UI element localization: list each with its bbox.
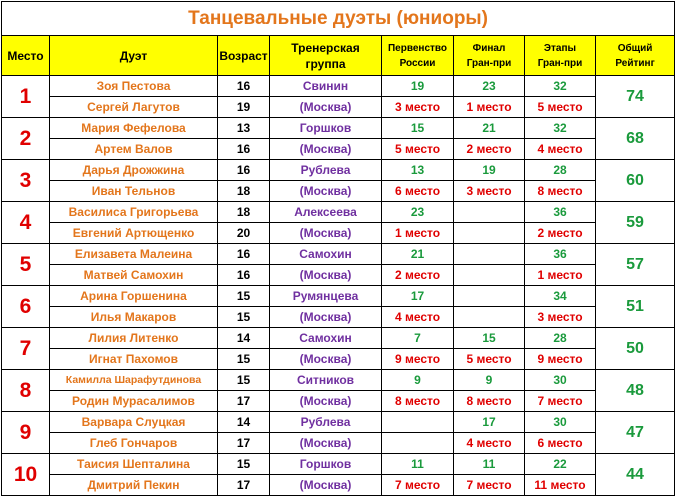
- table-row: [2, 118, 675, 139]
- header-final-line1: Финал: [472, 42, 506, 54]
- championship-place: 1 место: [382, 223, 454, 244]
- partner2-age: 19: [218, 97, 270, 118]
- partner2-name: Дмитрий Пекин: [50, 475, 218, 496]
- championship-place: 8 место: [382, 391, 454, 412]
- header-championship-line2: России: [399, 57, 436, 69]
- partner2-age: 16: [218, 265, 270, 286]
- coach-city: (Москва): [270, 349, 382, 370]
- final-points: [454, 244, 525, 265]
- rating-cell: 57: [596, 244, 675, 286]
- partner2-name: Евгений Артющенко: [50, 223, 218, 244]
- championship-place: 5 место: [382, 139, 454, 160]
- place-cell: 1: [2, 76, 50, 118]
- coach-name: Самохин: [270, 244, 382, 265]
- table-row: [2, 370, 675, 391]
- place-cell: 2: [2, 118, 50, 160]
- coach-city: (Москва): [270, 433, 382, 454]
- partner2-name: Илья Макаров: [50, 307, 218, 328]
- final-points: 11: [454, 454, 525, 475]
- table-row: [2, 202, 675, 223]
- partner1-age: 16: [218, 76, 270, 97]
- partner1-name: Мария Фефелова: [50, 118, 218, 139]
- stages-points: 22: [525, 454, 596, 475]
- partner2-name: Родин Мурасалимов: [50, 391, 218, 412]
- coach-city: (Москва): [270, 391, 382, 412]
- partner1-age: 15: [218, 370, 270, 391]
- final-points: 19: [454, 160, 525, 181]
- final-place: 4 место: [454, 433, 525, 454]
- header-final: [454, 36, 525, 76]
- partner1-age: 15: [218, 286, 270, 307]
- rating-cell: 60: [596, 160, 675, 202]
- partner1-name: Арина Горшенина: [50, 286, 218, 307]
- partner2-age: 15: [218, 349, 270, 370]
- final-place: 3 место: [454, 181, 525, 202]
- rating-cell: 74: [596, 76, 675, 118]
- place-cell: 3: [2, 160, 50, 202]
- coach-city: (Москва): [270, 97, 382, 118]
- partner1-name: Варвара Слуцкая: [50, 412, 218, 433]
- ratings-table: [1, 1, 675, 496]
- table-row-second: [2, 307, 675, 328]
- partner1-name: Лилия Литенко: [50, 328, 218, 349]
- coach-name: Ситников: [270, 370, 382, 391]
- partner2-age: 17: [218, 433, 270, 454]
- championship-place: 3 место: [382, 97, 454, 118]
- header-place: Место: [2, 36, 50, 76]
- championship-place: 6 место: [382, 181, 454, 202]
- coach-name: Свинин: [270, 76, 382, 97]
- rating-cell: 44: [596, 454, 675, 496]
- partner1-name: Таисия Шепталина: [50, 454, 218, 475]
- rating-cell: 47: [596, 412, 675, 454]
- championship-points: 13: [382, 160, 454, 181]
- final-points: 9: [454, 370, 525, 391]
- final-place: [454, 307, 525, 328]
- header-row: [2, 36, 675, 76]
- stages-points: 36: [525, 202, 596, 223]
- place-cell: 8: [2, 370, 50, 412]
- partner1-age: 16: [218, 160, 270, 181]
- partner1-name: Дарья Дрожжина: [50, 160, 218, 181]
- stages-points: 28: [525, 160, 596, 181]
- stages-place: 5 место: [525, 97, 596, 118]
- championship-points: 23: [382, 202, 454, 223]
- stages-place: 4 место: [525, 139, 596, 160]
- final-points: 17: [454, 412, 525, 433]
- rating-cell: 68: [596, 118, 675, 160]
- table-row-second: [2, 223, 675, 244]
- partner2-name: Сергей Лагутов: [50, 97, 218, 118]
- partner1-age: 14: [218, 328, 270, 349]
- stages-place: 8 место: [525, 181, 596, 202]
- final-points: 23: [454, 76, 525, 97]
- coach-name: Румянцева: [270, 286, 382, 307]
- stages-points: 36: [525, 244, 596, 265]
- coach-name: Рублева: [270, 160, 382, 181]
- championship-points: 9: [382, 370, 454, 391]
- championship-place: [382, 433, 454, 454]
- stages-place: 6 место: [525, 433, 596, 454]
- header-coach-line1: Тренерская: [291, 40, 360, 55]
- table-row: [2, 160, 675, 181]
- header-stages-line1: Этапы: [543, 42, 577, 54]
- championship-points: 19: [382, 76, 454, 97]
- table-row: [2, 286, 675, 307]
- final-place: [454, 265, 525, 286]
- coach-city: (Москва): [270, 181, 382, 202]
- header-age: Возраст: [218, 36, 270, 76]
- final-place: 8 место: [454, 391, 525, 412]
- championship-place: 7 место: [382, 475, 454, 496]
- table-title: Танцевальные дуэты (юниоры): [2, 2, 675, 36]
- coach-name: Алексеева: [270, 202, 382, 223]
- coach-city: (Москва): [270, 265, 382, 286]
- partner2-age: 17: [218, 475, 270, 496]
- table-row-second: [2, 349, 675, 370]
- coach-name: Самохин: [270, 328, 382, 349]
- final-points: [454, 286, 525, 307]
- place-cell: 6: [2, 286, 50, 328]
- place-cell: 9: [2, 412, 50, 454]
- stages-place: 2 место: [525, 223, 596, 244]
- championship-points: 11: [382, 454, 454, 475]
- partner2-name: Иван Тельнов: [50, 181, 218, 202]
- table-row: [2, 244, 675, 265]
- table-row-second: [2, 139, 675, 160]
- header-rating: [596, 36, 675, 76]
- header-final-line2: Гран-при: [466, 57, 512, 69]
- coach-city: (Москва): [270, 139, 382, 160]
- header-coach: [270, 36, 382, 76]
- header-stages-line2: Гран-при: [537, 57, 583, 69]
- final-points: 21: [454, 118, 525, 139]
- header-coach-line2: группа: [305, 56, 346, 71]
- stages-points: 30: [525, 370, 596, 391]
- partner1-age: 18: [218, 202, 270, 223]
- championship-place: 2 место: [382, 265, 454, 286]
- table-row: [2, 76, 675, 97]
- table-row-second: [2, 181, 675, 202]
- championship-points: [382, 412, 454, 433]
- partner2-name: Матвей Самохин: [50, 265, 218, 286]
- stages-points: 28: [525, 328, 596, 349]
- table-row-second: [2, 475, 675, 496]
- partner1-name: Камилла Шарафутдинова: [50, 370, 218, 391]
- partner2-age: 17: [218, 391, 270, 412]
- championship-points: 7: [382, 328, 454, 349]
- final-points: [454, 202, 525, 223]
- coach-city: (Москва): [270, 307, 382, 328]
- final-place: 1 место: [454, 97, 525, 118]
- table-row: [2, 454, 675, 475]
- partner2-age: 18: [218, 181, 270, 202]
- partner1-age: 15: [218, 454, 270, 475]
- stages-place: 9 место: [525, 349, 596, 370]
- stages-points: 30: [525, 412, 596, 433]
- table-row: [2, 328, 675, 349]
- partner2-name: Глеб Гончаров: [50, 433, 218, 454]
- championship-place: 9 место: [382, 349, 454, 370]
- stages-place: 3 место: [525, 307, 596, 328]
- stages-points: 34: [525, 286, 596, 307]
- coach-city: (Москва): [270, 475, 382, 496]
- table-row-second: [2, 433, 675, 454]
- rating-cell: 59: [596, 202, 675, 244]
- header-championship: [382, 36, 454, 76]
- table-body: [2, 76, 675, 496]
- table-row-second: [2, 265, 675, 286]
- table-row-second: [2, 97, 675, 118]
- header-rating-line2: Рейтинг: [615, 57, 655, 69]
- coach-city: (Москва): [270, 223, 382, 244]
- rating-cell: 50: [596, 328, 675, 370]
- partner1-name: Зоя Пестова: [50, 76, 218, 97]
- partner2-age: 15: [218, 307, 270, 328]
- header-rating-line1: Общий: [617, 42, 653, 54]
- coach-name: Горшков: [270, 118, 382, 139]
- partner2-name: Игнат Пахомов: [50, 349, 218, 370]
- coach-name: Рублева: [270, 412, 382, 433]
- championship-points: 21: [382, 244, 454, 265]
- table-row-second: [2, 391, 675, 412]
- partner1-name: Елизавета Малеина: [50, 244, 218, 265]
- partner1-age: 13: [218, 118, 270, 139]
- partner2-age: 16: [218, 139, 270, 160]
- final-place: [454, 223, 525, 244]
- place-cell: 7: [2, 328, 50, 370]
- place-cell: 10: [2, 454, 50, 496]
- stages-points: 32: [525, 118, 596, 139]
- stages-place: 7 место: [525, 391, 596, 412]
- place-cell: 5: [2, 244, 50, 286]
- partner1-age: 14: [218, 412, 270, 433]
- partner2-name: Артем Валов: [50, 139, 218, 160]
- rating-cell: 51: [596, 286, 675, 328]
- header-championship-line1: Первенство: [387, 42, 448, 54]
- header-duet: Дуэт: [50, 36, 218, 76]
- final-place: 2 место: [454, 139, 525, 160]
- partner2-age: 20: [218, 223, 270, 244]
- coach-name: Горшков: [270, 454, 382, 475]
- stages-place: 1 место: [525, 265, 596, 286]
- header-stages: [525, 36, 596, 76]
- rating-cell: 48: [596, 370, 675, 412]
- final-points: 15: [454, 328, 525, 349]
- stages-points: 32: [525, 76, 596, 97]
- table-row: [2, 412, 675, 433]
- partner1-age: 16: [218, 244, 270, 265]
- championship-place: 4 место: [382, 307, 454, 328]
- partner1-name: Василиса Григорьева: [50, 202, 218, 223]
- stages-place: 11 место: [525, 475, 596, 496]
- place-cell: 4: [2, 202, 50, 244]
- championship-points: 15: [382, 118, 454, 139]
- final-place: 5 место: [454, 349, 525, 370]
- championship-points: 17: [382, 286, 454, 307]
- final-place: 7 место: [454, 475, 525, 496]
